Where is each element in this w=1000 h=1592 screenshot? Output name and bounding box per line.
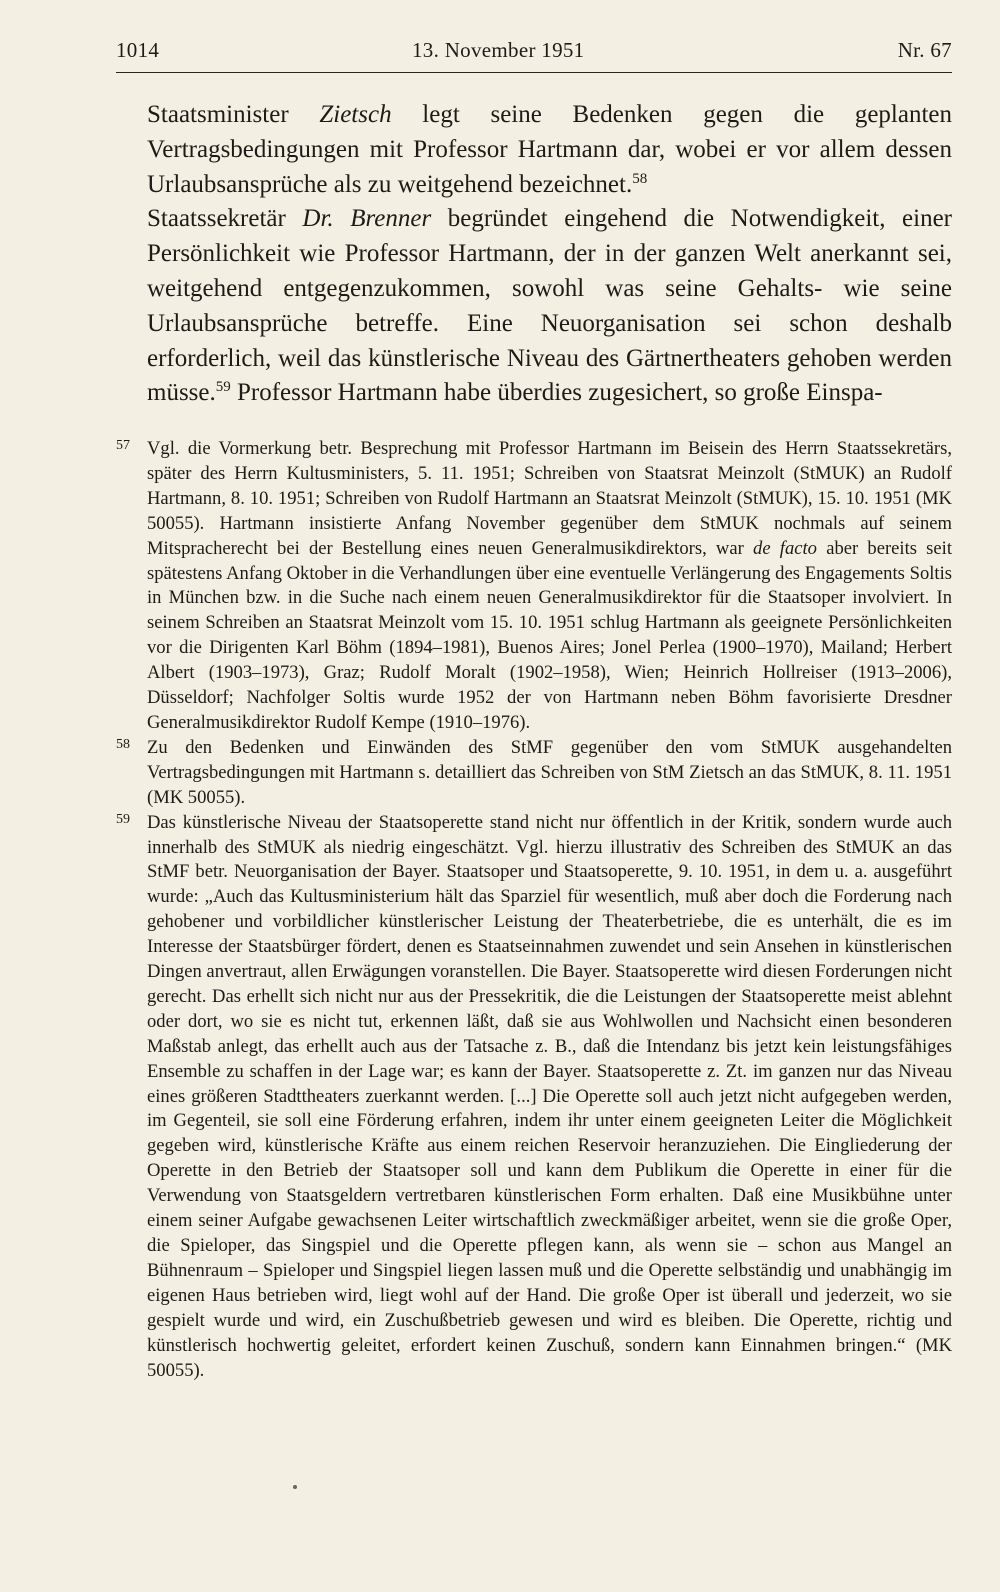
paragraph	[147, 202, 952, 411]
footnote-number: 58	[116, 736, 130, 752]
footnote	[116, 437, 952, 736]
footnote-ref[interactable]: 58	[632, 170, 648, 187]
footnote-text	[147, 736, 952, 811]
footnote-text	[147, 437, 952, 736]
footnote-number: 59	[116, 811, 130, 827]
main-text	[147, 98, 952, 411]
text-run: Das künstlerische Niveau der Staatsoperette stand nicht nur öffentlich in der Kritik, sondern wurde auch innerhalb des StMUK als niedrig eingeschätzt. Vgl. hierzu illustrativ des Schreiben des StMUK an das StMF betr. Neuorganisation der Bayer. Staatsoper und Staatsoperette, 9. 10. 1951, in dem u. a. ausgeführt wurde: „Auch das Kultusministerium hält das Sparziel für wesentlich, muß aber doch die Forderung nach gehobener und vorbildlicher künstlerischer Leistung der Theaterbetriebe, die es unterhält, die es im Interesse der Staatsbürger fördert, denen es Staatseinnahmen zuwendet und sein Ansehen in künstlerischen Dingen anvertraut, allen Erwägungen voranstellen. Die Bayer. Staatsoperette wird diesen Forderungen nicht gerecht. Das erhellt sich nicht nur aus der Pressekritik, die die Leistungen der Staatsoperette meist ablehnt oder dort, wo sie es nicht tut, erkennen läßt, daß sie aus Wohlwollen und Nachsicht einen besonderen Maßstab anlegt, das erhellt auch aus der Tatsache z. B., daß die Intendanz bis jetzt kein leistungsfähiges Ensemble zu schaffen in der Lage war; es kann der Bayer. Staatsoperette z. Zt. im ganzen nur das Niveau eines größeren Stadttheaters zuerkannt werden. [...] Die Operette soll auch jetzt nicht aufgegeben werden, im Gegenteil, sie soll eine Förderung erfahren, indem ihr unter einem geeigneten Leiter die Möglichkeit gegeben wird, künstlerische Kräfte aus einem reichen Reservoir heranzuziehen. Die Eingliederung der Operette in den Betrieb der Staatsoper soll und kann dem Publikum die Operette in einer für die Verwendung von Staatsgeldern vertretbaren künstlerischen Form erhalten. Daß eine Musikbühne unter einem seiner Aufgabe gewachsenen Leiter wirtschaftlich zweckmäßiger arbeitet, wenn sie die große Oper, die Spieloper, das Singspiel und die Operette pflegen kann, als wenn sie – schon aus Mangel an Bühnenraum – Spieloper und Singspiel liegen lassen muß und die Operette selbständig und unabhängig im eigenen Haus betrieben wird, liegt wohl auf der Hand. Die große Oper ist überall und jederzeit, wo sie gespielt wurde und wird, ein Zuschußbetrieb gewesen und wird es bleiben. Die Operette, richtig und künstlerisch hochwertig geleitet, erfordert keinen Zuschuß, sondern kann Einnahmen bringen.“ (MK 50055).	[147, 811, 952, 1381]
text-run: Zu den Bedenken und Einwänden des StMF gegenüber den vom StMUK ausgehandelten Vertragsbedingungen mit Hartmann s. detailliert das Schreiben von StM Zietsch an das StMUK, 8. 11. 1951 (MK 50055).	[147, 736, 952, 808]
speaker-name: Dr. Brenner	[302, 205, 432, 233]
running-header	[116, 38, 952, 68]
header-rule	[116, 72, 952, 73]
text-run: Staatssekretär	[147, 205, 303, 233]
footnote-ref[interactable]: 59	[215, 379, 231, 396]
footnote-text	[147, 811, 952, 1384]
text-run: aber bereits seit spätestens Anfang Oktober in die Verhandlungen über eine eventuelle Verlängerung des Engagements Soltis in München bzw. in die Suche nach einem neuen Generalmusikdirektor für die Staatsoper involviert. In seinem Schreiben an Staatsrat Meinzolt vom 15. 10. 1951 schlug Hartmann als geeignete Persönlichkeiten vor die Dirigenten Karl Böhm (1894–1981), Buenos Aires; Jonel Perlea (1900–1970), Mailand; Herbert Albert (1903–1973), Graz; Rudolf Moralt (1902–1958), Wien; Heinrich Hollreiser (1913–2006), Düsseldorf; Nachfolger Soltis wurde 1952 der von Hartmann neben Böhm favorisierte Dresdner Generalmusikdirektor Rudolf Kempe (1910–1976).	[147, 537, 953, 733]
italic-run: de facto	[753, 537, 817, 559]
paragraph	[147, 98, 952, 202]
text-run: Professor Hartmann habe überdies zugesichert, so große Einspa-	[230, 379, 883, 407]
header-date: 13. November 1951	[412, 38, 585, 62]
text-run: legt seine Bedenken gegen die geplanten Vertragsbedingungen mit Professor Hartmann dar, wobei er vor allem dessen Urlaubsansprüche als zu weitgehend bezeichnet.	[147, 101, 953, 198]
footnote	[116, 736, 952, 811]
page-number: 1014	[116, 38, 160, 62]
paper-speck	[293, 1485, 297, 1489]
text-run: begründet eingehend die Notwendigkeit, einer Persönlichkeit wie Professor Hartmann, der in der ganzen Welt anerkannt sei, weitgehend entgegenzukommen, sowohl was seine Gehalts- wie seine Urlaubsansprüche betreffe. Eine Neuorganisation sei schon deshalb erforderlich, weil das künstlerische Niveau des Gärtnertheaters gehoben werden müsse.	[147, 205, 952, 407]
text-run: Staatsminister	[147, 101, 320, 128]
footnotes	[116, 437, 952, 1383]
issue-number: Nr. 67	[897, 38, 952, 62]
footnote	[116, 811, 952, 1384]
text-run: Vgl. die Vormerkung betr. Besprechung mit Professor Hartmann im Beisein des Herrn Staatssekretärs, später des Herrn Kultusministers, 5. 11. 1951; Schreiben von Staatsrat Meinzolt (StMUK) an Rudolf Hartmann, 8. 10. 1951; Schreiben von Rudolf Hartmann an Staatsrat Meinzolt (StMUK), 15. 10. 1951 (MK 50055). Hartmann insistierte Anfang November gegenüber dem StMUK nochmals auf seinem Mitspracherecht bei der Bestellung eines neuen Generalmusikdirektors, war	[147, 438, 952, 559]
footnote-number: 57	[116, 438, 130, 453]
speaker-name: Zietsch	[319, 101, 392, 128]
